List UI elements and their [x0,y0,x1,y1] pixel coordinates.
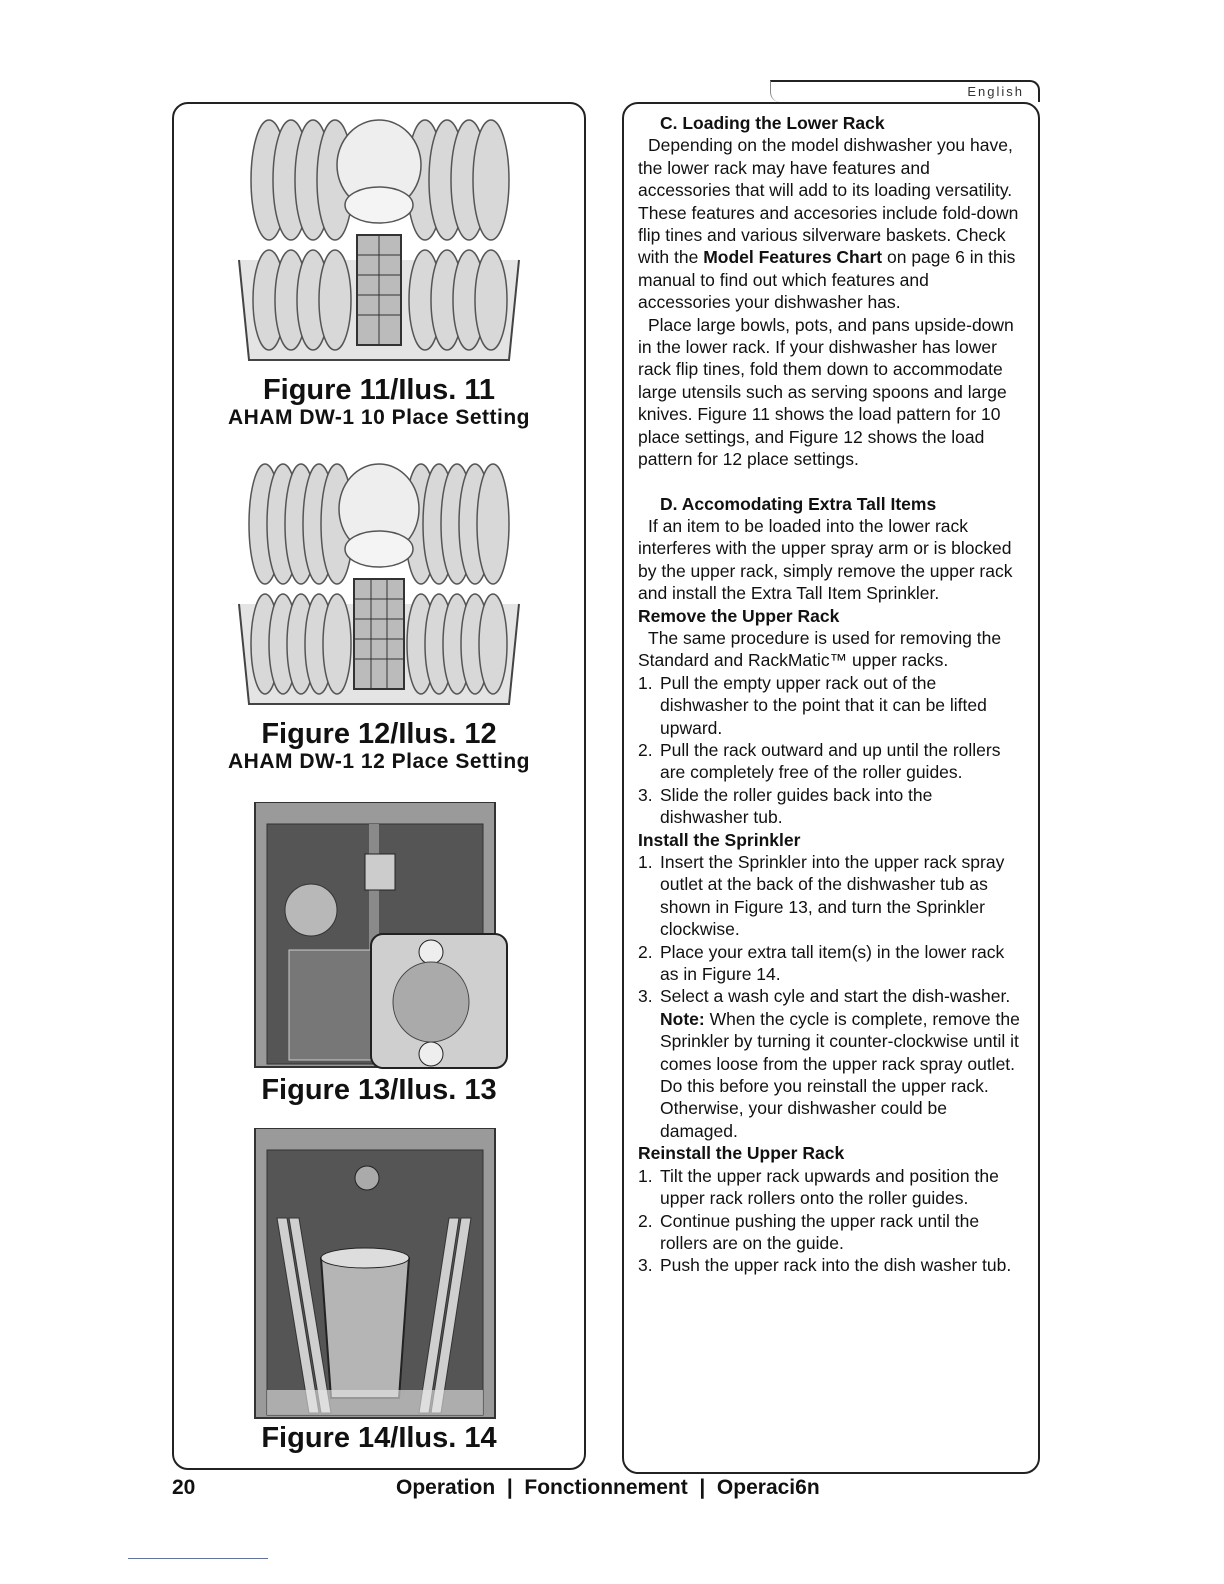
reinstall-rack-steps [638,1165,1024,1277]
step-text: Continue pushing the upper rack until the rollers are on the guide. [660,1210,980,1253]
note-text: When the cycle is complete, remove the Sprinkler by turning it counter-clockwise until it comes loose from the upper rack spray outlet. Do this before you reinstall the upper rack. Otherwise, your dishwasher could be damaged. [660,1008,1020,1141]
figure-14-title: Figure 14/Ilus. 14 [261,1422,497,1454]
figure-11-subtitle: AHAM DW-1 10 Place Setting [228,406,530,429]
spacer [638,471,1024,493]
rack-10-place-illustration [229,110,529,372]
list-item [638,672,1024,739]
remove-rack-intro: The same procedure is used for removing the Standard and RackMatic™ upper racks. [638,627,1002,671]
figure-13 [174,802,584,1106]
section-c-heading: C. Loading the Lower Rack [660,113,885,133]
step-number: 1. [638,852,653,872]
step-text: Pull the rack outward and up until the rollers are completely free of the roller guides. [660,739,1001,783]
step-number: 3. [638,1255,653,1276]
step-number: 3. [638,784,653,805]
step-text: Slide the roller guides back into the dishwasher tub. [660,784,933,828]
section-d-paragraph: If an item to be loaded into the lower rack interferes with the upper spray arm or is blocked by the upper rack, simply remove the upper rack and install the Extra Tall Item Sprinkler. [638,515,1013,604]
step-text: Select a wash cyle and start the dish-washer. [660,986,1011,1007]
step-number: 2. [638,941,653,962]
instructions-panel [622,102,1040,1474]
tall-item-illustration [249,1128,509,1420]
step-number: 3. [638,986,653,1007]
section-c-paragraph-2: Place large bowls, pots, and pans upside-down in the lower rack. If your dishwasher has lower rack flip tines, fold them down to accommodate large utensils such as serving spoons and large knives. Figure 11 shows the load pattern for 10 place settings, and Figure 12 shows the load pattern for 12 place settings. [638,314,1014,470]
remove-rack-heading: Remove the Upper Rack [638,605,840,626]
step-text: Push the upper rack into the dish washer tub. [660,1255,1012,1276]
step-text: Pull the empty upper rack out of the dishwasher to the point that it can be lifted upward. [660,672,987,738]
footer-section-title: Operation | Fonctionnement | Operaci6n [396,1476,820,1499]
figure-11 [174,110,584,430]
figure-11-title: Figure 11/Ilus. 11 [262,374,496,406]
install-sprinkler-steps [638,851,1024,1008]
list-item [638,1210,1024,1255]
list-item [638,985,1024,1007]
remove-rack-steps [638,672,1024,829]
figure-12 [174,454,584,774]
model-features-chart-ref: Model Features Chart [703,247,883,268]
list-item [638,739,1024,784]
figure-12-title: Figure 12/Ilus. 12 [261,718,497,750]
step-number: 2. [638,739,653,760]
note-label: Note: [660,1008,705,1029]
figure-12-subtitle: AHAM DW-1 12 Place Setting [228,750,530,773]
section-c-p1-text-b: on page 6 in this manual to find out which features and accessories your dishwasher has. [638,247,1016,313]
section-c-p1-text-a: Depending on the model dishwasher you have, the lower rack may have features and accessories that will add to its loading versatility. These features and accesories include fold-down flip tines and various silverware baskets. Check with the [638,135,1019,268]
language-tab: English [770,80,1040,102]
step-number: 2. [638,1210,653,1231]
section-d-heading: D. Accomodating Extra Tall Items [660,493,937,514]
reinstall-rack-heading: Reinstall the Upper Rack [638,1143,845,1164]
list-item [638,851,1024,941]
section-c-paragraph-1 [638,134,1024,313]
sprinkler-install-illustration [249,802,509,1072]
figure-14 [174,1128,584,1454]
list-item [638,784,1024,829]
page-number: 20 [172,1476,196,1499]
list-item [638,1165,1024,1210]
step-text: Tilt the upper rack upwards and position the upper rack rollers onto the roller guides. [660,1165,999,1209]
rack-12-place-illustration [229,454,529,716]
step-number: 1. [638,1165,653,1186]
figure-panel [172,102,586,1470]
bottom-rule [128,1558,268,1559]
install-sprinkler-heading: Install the Sprinkler [638,829,801,850]
sprinkler-note [638,1008,1024,1142]
list-item [638,1254,1024,1276]
step-text: Place your extra tall item(s) in the lower rack as in Figure 14. [660,941,1005,985]
page-footer [0,1476,1224,1506]
step-text: Insert the Sprinkler into the upper rack spray outlet at the back of the dishwasher tub as shown in Figure 13, and turn the Sprinkler clockwise. [660,852,1005,940]
list-item [638,941,1024,986]
step-number: 1. [638,672,653,693]
figure-13-title: Figure 13/Ilus. 13 [261,1074,497,1106]
